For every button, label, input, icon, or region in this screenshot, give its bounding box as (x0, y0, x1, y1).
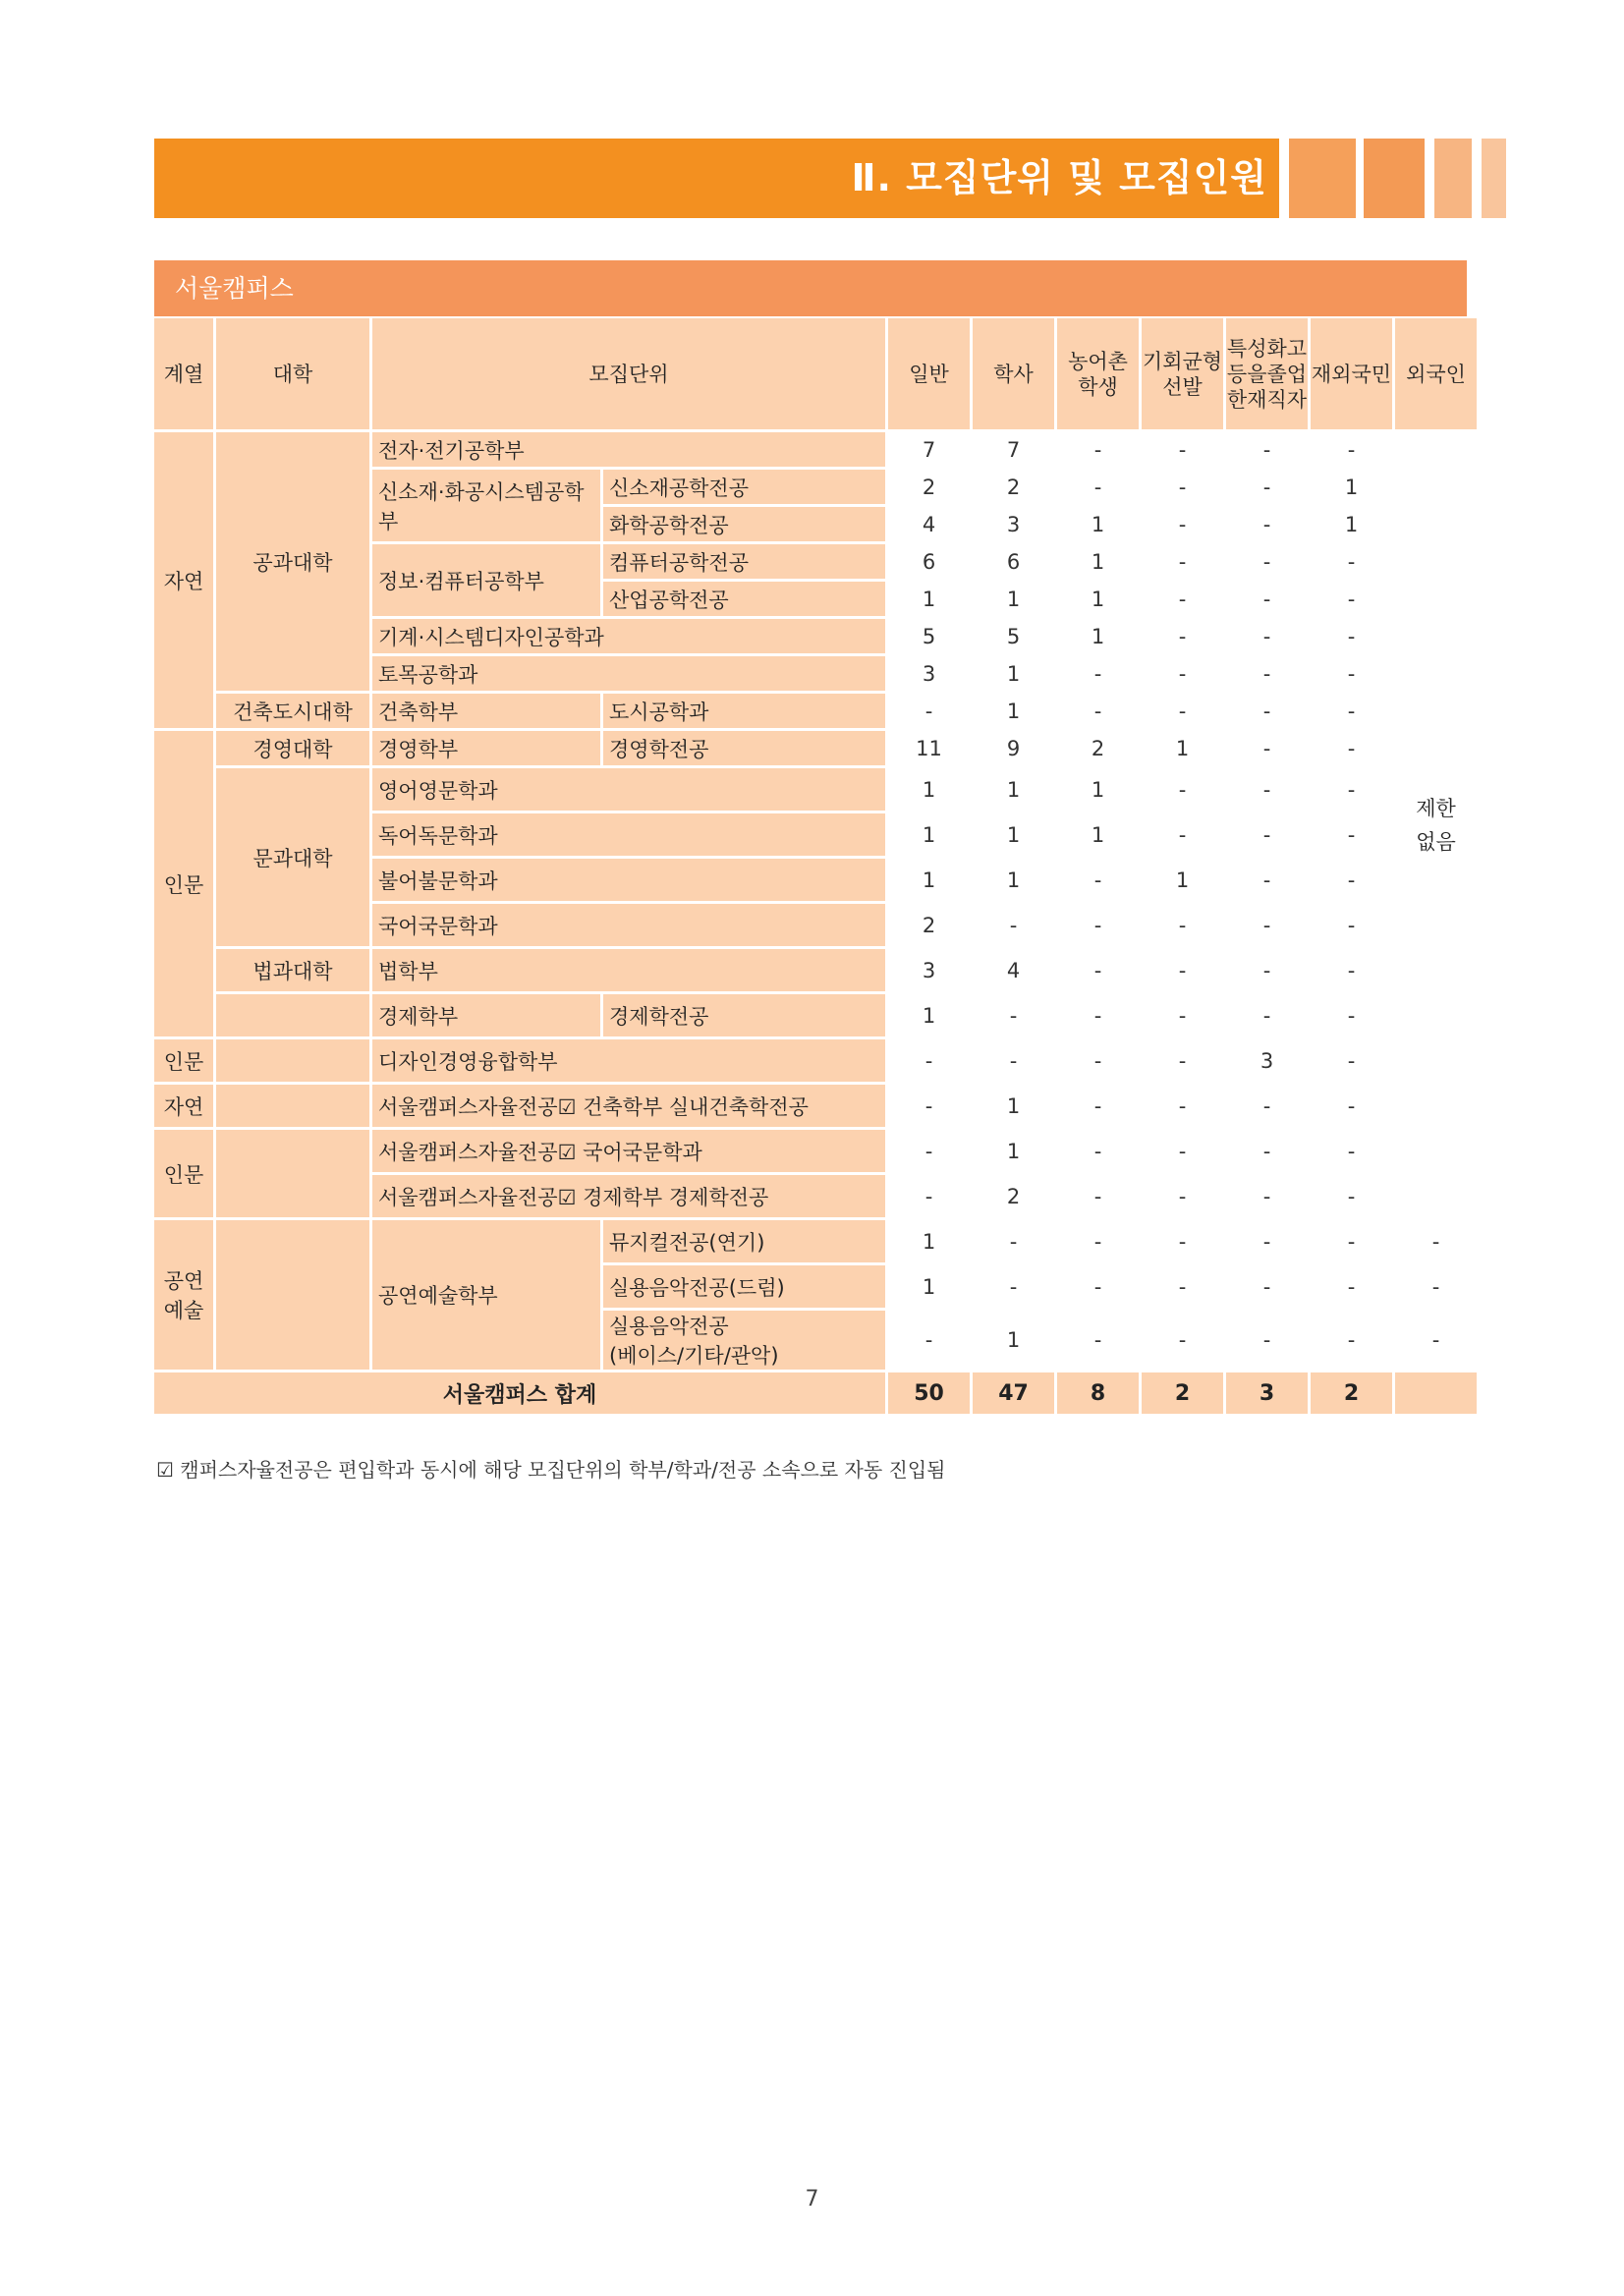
value-cell: - (1311, 1311, 1392, 1370)
value-cell: 2 (973, 1175, 1054, 1217)
value-cell: 2 (888, 904, 970, 946)
value-cell: - (1057, 904, 1139, 946)
value-cell: - (1057, 694, 1139, 728)
major-cell: 실용음악전공(드럼) (603, 1265, 885, 1308)
value-cell: - (1226, 1175, 1308, 1217)
value-cell: - (1226, 1085, 1308, 1127)
header-track: 계열 (154, 318, 213, 429)
track-cell: 자연 (154, 432, 213, 728)
value-cell: - (1057, 1311, 1139, 1370)
value-cell: - (1142, 432, 1223, 467)
unit-cell: 공연예술학부 (372, 1220, 600, 1370)
value-cell: - (1311, 859, 1392, 901)
value-cell: - (1057, 994, 1139, 1036)
value-cell: - (1057, 1039, 1139, 1082)
unit-cell: 법학부 (372, 949, 885, 991)
value-cell: - (1142, 1085, 1223, 1127)
track-cell: 인문 (154, 731, 213, 1036)
value-cell: - (1142, 1175, 1223, 1217)
major-cell: 경제학전공 (603, 994, 885, 1036)
college-cell-empty (216, 1085, 369, 1127)
value-cell: - (1226, 432, 1308, 467)
total-label: 서울캠퍼스 합계 (154, 1372, 885, 1414)
value-cell: - (1311, 1220, 1392, 1262)
value-cell: 3 (1226, 1039, 1308, 1082)
value-cell: - (1311, 694, 1392, 728)
value-cell: - (1311, 949, 1392, 991)
header-general: 일반 (888, 318, 970, 429)
value-cell: - (1311, 1130, 1392, 1172)
total-value-empty (1395, 1372, 1477, 1414)
unit-cell: 불어불문학과 (372, 859, 885, 901)
total-row (154, 1372, 1477, 1414)
value-cell: 1 (888, 859, 970, 901)
value-cell: 1 (888, 813, 970, 856)
value-cell: 1 (973, 656, 1054, 691)
value-cell: 1 (1057, 507, 1139, 541)
value-cell: 1 (1142, 731, 1223, 765)
header-college: 대학 (216, 318, 369, 429)
unit-cell: 기계·시스템디자인공학과 (372, 619, 885, 653)
major-cell: 산업공학전공 (603, 582, 885, 616)
decor-square-3 (1434, 139, 1472, 218)
value-cell: - (1142, 544, 1223, 579)
value-cell: - (1395, 1311, 1477, 1370)
unit-cell: 국어국문학과 (372, 904, 885, 946)
college-cell: 법과대학 (216, 949, 369, 991)
value-cell: - (1142, 1130, 1223, 1172)
value-cell: - (1311, 582, 1392, 616)
major-cell: 경영학전공 (603, 731, 885, 765)
unit-cell: 디자인경영융합학부 (372, 1039, 885, 1082)
value-cell: - (888, 1175, 970, 1217)
value-cell: - (1057, 1085, 1139, 1127)
foreign-cell (1395, 432, 1477, 1217)
value-cell: - (1226, 1220, 1308, 1262)
value-cell: 1 (1311, 507, 1392, 541)
footnote: ☑ 캠퍼스자율전공은 편입학과 동시에 해당 모집단위의 학부/학과/전공 소속으로 자동 진입됨 (156, 1458, 946, 1482)
value-cell: 7 (888, 432, 970, 467)
table-row (154, 694, 1477, 728)
value-cell: - (888, 1130, 970, 1172)
value-cell: - (1226, 582, 1308, 616)
value-cell: - (1142, 1220, 1223, 1262)
value-cell: - (1057, 949, 1139, 991)
campus-label: 서울캠퍼스 (154, 260, 1467, 316)
value-cell: - (1226, 1265, 1308, 1308)
value-cell: - (1226, 904, 1308, 946)
value-cell: 7 (973, 432, 1054, 467)
value-cell: - (1142, 813, 1223, 856)
unit-cell: 신소재·화공시스템공학부 (372, 470, 600, 541)
value-cell: - (973, 994, 1054, 1036)
college-cell-empty (216, 1220, 369, 1370)
table-row (154, 949, 1477, 991)
value-cell: 1 (973, 582, 1054, 616)
value-cell: - (1226, 1311, 1308, 1370)
value-cell: - (1142, 768, 1223, 811)
value-cell: - (1142, 994, 1223, 1036)
total-value: 2 (1142, 1372, 1223, 1414)
value-cell: - (1142, 656, 1223, 691)
value-cell: - (1226, 619, 1308, 653)
value-cell: 1 (1057, 768, 1139, 811)
header-overseas: 재외국민 (1311, 318, 1392, 429)
college-cell: 문과대학 (216, 768, 369, 946)
value-cell: - (1226, 507, 1308, 541)
track-cell: 인문 (154, 1039, 213, 1082)
total-value: 3 (1226, 1372, 1308, 1414)
table-row (154, 1039, 1477, 1082)
value-cell: - (1057, 859, 1139, 901)
value-cell: 1 (973, 813, 1054, 856)
foreign-note: 제한 없음 (1416, 796, 1456, 854)
recruitment-table-section (154, 260, 1467, 1417)
value-cell: - (1226, 859, 1308, 901)
value-cell: - (1311, 768, 1392, 811)
value-cell: - (1142, 1039, 1223, 1082)
value-cell: 5 (973, 619, 1054, 653)
major-cell: 신소재공학전공 (603, 470, 885, 504)
value-cell: 1 (973, 859, 1054, 901)
value-cell: - (1226, 994, 1308, 1036)
unit-cell: 서울캠퍼스자율전공☑ 국어국문학과 (372, 1130, 885, 1172)
value-cell: 5 (888, 619, 970, 653)
unit-cell: 영어영문학과 (372, 768, 885, 811)
table-row (154, 1220, 1477, 1262)
value-cell: 1 (973, 1085, 1054, 1127)
value-cell: - (1311, 1265, 1392, 1308)
value-cell: - (888, 1039, 970, 1082)
value-cell: - (973, 904, 1054, 946)
header-balance: 기회균형 선발 (1142, 318, 1223, 429)
value-cell: - (1142, 694, 1223, 728)
value-cell: - (1057, 1220, 1139, 1262)
value-cell: - (973, 1265, 1054, 1308)
value-cell: 4 (973, 949, 1054, 991)
major-cell: 실용음악전공 (베이스/기타/관악) (603, 1311, 885, 1370)
value-cell: 6 (973, 544, 1054, 579)
value-cell: - (1395, 1220, 1477, 1262)
value-cell: 2 (888, 470, 970, 504)
header-vocational: 특성화고 등을졸업 한재직자 (1226, 318, 1308, 429)
value-cell: 1 (1057, 619, 1139, 653)
value-cell: - (1057, 1130, 1139, 1172)
total-value: 2 (1311, 1372, 1392, 1414)
table-row (154, 731, 1477, 765)
header-foreign: 외국인 (1395, 318, 1477, 429)
value-cell: 1 (1311, 470, 1392, 504)
value-cell: - (1226, 768, 1308, 811)
value-cell: 6 (888, 544, 970, 579)
value-cell: - (1311, 904, 1392, 946)
table-row (154, 768, 1477, 811)
major-cell: 뮤지컬전공(연기) (603, 1220, 885, 1262)
value-cell: 2 (1057, 731, 1139, 765)
table-row (154, 994, 1477, 1036)
total-value: 8 (1057, 1372, 1139, 1414)
unit-cell: 전자·전기공학부 (372, 432, 885, 467)
value-cell: 3 (973, 507, 1054, 541)
value-cell: 4 (888, 507, 970, 541)
section-title: Ⅱ. 모집단위 및 모집인원 (851, 156, 1267, 199)
value-cell: - (1142, 507, 1223, 541)
value-cell: - (1142, 904, 1223, 946)
total-value: 50 (888, 1372, 970, 1414)
value-cell: 1 (1057, 582, 1139, 616)
value-cell: 11 (888, 731, 970, 765)
value-cell: - (1311, 656, 1392, 691)
college-cell: 경영대학 (216, 731, 369, 765)
value-cell: - (1311, 1039, 1392, 1082)
value-cell: - (1226, 949, 1308, 991)
value-cell: - (973, 1220, 1054, 1262)
value-cell: 1 (888, 582, 970, 616)
value-cell: 1 (888, 1265, 970, 1308)
value-cell: - (1311, 1175, 1392, 1217)
value-cell: 9 (973, 731, 1054, 765)
value-cell: - (1311, 813, 1392, 856)
value-cell: - (1142, 619, 1223, 653)
value-cell: - (1057, 656, 1139, 691)
table-row (154, 1085, 1477, 1127)
value-cell: - (888, 1085, 970, 1127)
value-cell: 1 (973, 694, 1054, 728)
college-cell-empty (216, 1130, 369, 1217)
value-cell: - (1142, 1311, 1223, 1370)
value-cell: - (1226, 544, 1308, 579)
track-cell: 인문 (154, 1130, 213, 1217)
value-cell: - (1057, 470, 1139, 504)
recruitment-table (151, 315, 1480, 1417)
value-cell: - (1311, 1085, 1392, 1127)
value-cell: - (1226, 731, 1308, 765)
unit-cell: 서울캠퍼스자율전공☑ 경제학부 경제학전공 (372, 1175, 885, 1217)
value-cell: - (888, 694, 970, 728)
value-cell: 1 (888, 768, 970, 811)
value-cell: - (1226, 813, 1308, 856)
value-cell: 1 (1142, 859, 1223, 901)
value-cell: 2 (973, 470, 1054, 504)
college-cell-empty (216, 994, 369, 1036)
header-bachelor: 학사 (973, 318, 1054, 429)
value-cell: - (973, 1039, 1054, 1082)
unit-cell: 건축학부 (372, 694, 600, 728)
value-cell: - (1311, 432, 1392, 467)
major-cell: 컴퓨터공학전공 (603, 544, 885, 579)
major-cell: 화학공학전공 (603, 507, 885, 541)
value-cell: - (1226, 1130, 1308, 1172)
unit-cell: 토목공학과 (372, 656, 885, 691)
decor-square-1 (1289, 139, 1356, 218)
unit-cell: 독어독문학과 (372, 813, 885, 856)
track-cell: 자연 (154, 1085, 213, 1127)
value-cell: - (1226, 470, 1308, 504)
value-cell: 3 (888, 949, 970, 991)
unit-cell: 서울캠퍼스자율전공☑ 건축학부 실내건축학전공 (372, 1085, 885, 1127)
value-cell: - (1311, 544, 1392, 579)
value-cell: 1 (1057, 544, 1139, 579)
track-cell: 공연 예술 (154, 1220, 213, 1370)
value-cell: - (1057, 1175, 1139, 1217)
value-cell: - (1311, 994, 1392, 1036)
decor-square-2 (1364, 139, 1425, 218)
value-cell: - (1057, 1265, 1139, 1308)
page-number: 7 (805, 2187, 819, 2212)
unit-cell: 정보·컴퓨터공학부 (372, 544, 600, 616)
college-cell: 공과대학 (216, 432, 369, 691)
header-rural: 농어촌 학생 (1057, 318, 1139, 429)
value-cell: - (1226, 694, 1308, 728)
value-cell: - (1142, 582, 1223, 616)
header-unit: 모집단위 (372, 318, 885, 429)
value-cell: - (1142, 1265, 1223, 1308)
value-cell: - (1142, 470, 1223, 504)
major-cell: 도시공학과 (603, 694, 885, 728)
value-cell: - (1226, 656, 1308, 691)
value-cell: - (1311, 619, 1392, 653)
value-cell: 1 (1057, 813, 1139, 856)
value-cell: - (888, 1311, 970, 1370)
college-cell-empty (216, 1039, 369, 1082)
value-cell: - (1395, 1265, 1477, 1308)
college-cell: 건축도시대학 (216, 694, 369, 728)
unit-cell: 경제학부 (372, 994, 600, 1036)
section-banner (154, 139, 1279, 218)
value-cell: 3 (888, 656, 970, 691)
decor-square-4 (1482, 139, 1506, 218)
table-row (154, 432, 1477, 467)
value-cell: 1 (888, 994, 970, 1036)
value-cell: 1 (888, 1220, 970, 1262)
value-cell: 1 (973, 1130, 1054, 1172)
total-value: 47 (973, 1372, 1054, 1414)
value-cell: 1 (973, 768, 1054, 811)
unit-cell: 경영학부 (372, 731, 600, 765)
value-cell: - (1142, 949, 1223, 991)
value-cell: 1 (973, 1311, 1054, 1370)
table-header-row (154, 318, 1477, 429)
value-cell: - (1311, 731, 1392, 765)
value-cell: - (1057, 432, 1139, 467)
table-row (154, 1130, 1477, 1172)
